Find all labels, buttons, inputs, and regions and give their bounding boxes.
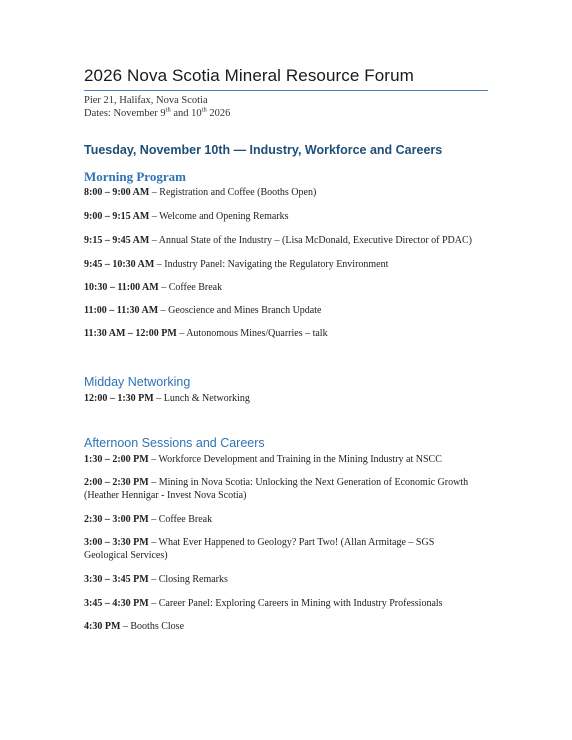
event-title: 2026 Nova Scotia Mineral Resource Forum	[84, 66, 414, 85]
schedule-item: 9:45 – 10:30 AM – Industry Panel: Navigating the Regulatory Environment	[84, 259, 389, 270]
section-heading-morning: Morning Program	[84, 169, 186, 184]
schedule-item: 9:15 – 9:45 AM – Annual State of the Industry – (Lisa McDonald, Executive Director of PDAC)	[84, 235, 472, 246]
event-dates: Dates: November 9th and 10th 2026	[84, 106, 231, 119]
schedule-item: 12:00 – 1:30 PM – Lunch & Networking	[84, 393, 250, 404]
section-heading-midday: Midday Networking	[84, 375, 191, 389]
schedule-item: 2:30 – 3:00 PM – Coffee Break	[84, 514, 213, 525]
title-underline	[84, 90, 488, 91]
schedule-item: 8:00 – 9:00 AM – Registration and Coffee (Booths Open)	[84, 187, 317, 198]
event-location: Pier 21, Halifax, Nova Scotia	[84, 95, 208, 106]
section-heading-afternoon: Afternoon Sessions and Careers	[84, 436, 265, 450]
schedule-item: 9:00 – 9:15 AM – Welcome and Opening Remarks	[84, 211, 289, 222]
schedule-item: 3:00 – 3:30 PM – What Ever Happened to Geology? Part Two! (Allan Armitage – SGS Geological Services)	[84, 537, 435, 561]
schedule-item: 11:00 – 11:30 AM – Geoscience and Mines Branch Update	[84, 305, 322, 316]
schedule-item: 3:30 – 3:45 PM – Closing Remarks	[84, 574, 228, 585]
schedule-item: 1:30 – 2:00 PM – Workforce Development and Training in the Mining Industry at NSCC	[84, 454, 442, 465]
schedule-item: 4:30 PM – Booths Close	[84, 621, 185, 632]
schedule-item: 11:30 AM – 12:00 PM – Autonomous Mines/Quarries – talk	[84, 328, 328, 339]
schedule-item: 10:30 – 11:00 AM – Coffee Break	[84, 282, 223, 293]
day-heading: Tuesday, November 10th — Industry, Workforce and Careers	[84, 143, 443, 157]
schedule-item: 3:45 – 4:30 PM – Career Panel: Exploring Careers in Mining with Industry Professionals	[84, 598, 443, 609]
schedule-item: 2:00 – 2:30 PM – Mining in Nova Scotia: Unlocking the Next Generation of Economic Growth (Heather Hennigar - Invest Nova Scotia)	[84, 477, 469, 501]
